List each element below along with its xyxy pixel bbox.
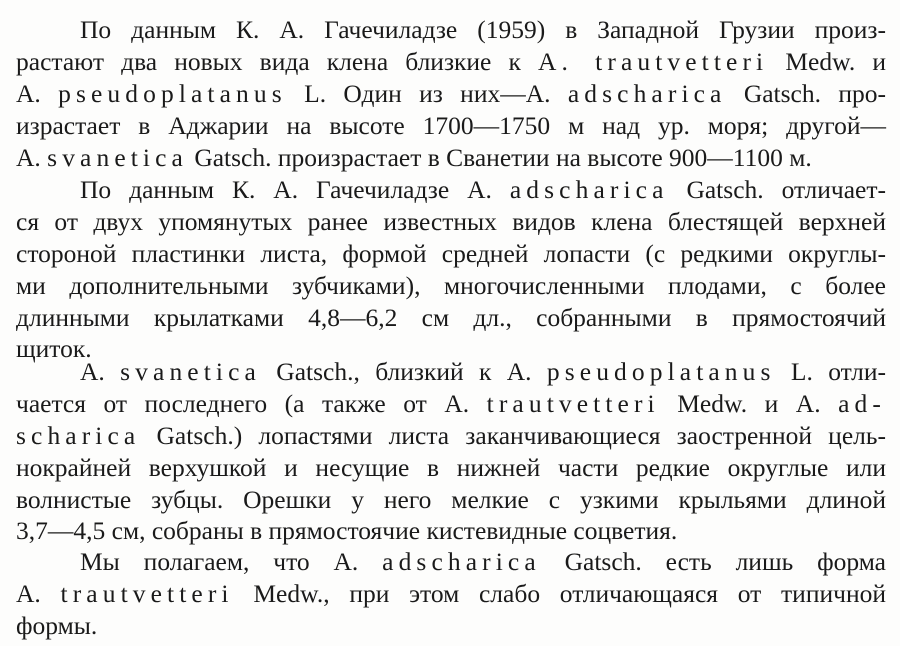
text-run: Gatsch. про-: [726, 78, 886, 108]
spaced-species-name: adscharica: [567, 78, 727, 108]
spaced-species-name: trautvetteri: [486, 388, 660, 418]
text-run: длинными крылатками 4,8—6,2 см дл., собранными в прямостоячий: [16, 302, 886, 332]
text-run: Medw., при этом слабо отличающаяся от типичной: [233, 578, 886, 608]
text-run: Мы полагаем, что A.: [80, 547, 383, 576]
text-run: Gatsch., близкий к A.: [260, 357, 547, 386]
spaced-species-name: pseudoplatanus: [546, 357, 776, 386]
spaced-species-name: adscharica: [509, 175, 669, 204]
text-run: Gatsch. произрастает в Сванетии на высоте 900—1100 м.: [187, 142, 812, 172]
text-run: ми дополнительными зубчиками), многочисленными плодами, с более: [16, 270, 886, 300]
text-run: L. Один из них—A.: [286, 78, 568, 108]
paragraph-1: [16, 14, 886, 173]
text-run: стороной пластинки листа, формой средней лопасти (с редкими округлы-: [16, 238, 886, 268]
text-run: A.: [16, 78, 59, 108]
text-run: Medw. и A.: [659, 388, 839, 418]
text-line: [16, 14, 886, 46]
paragraph-2: [16, 174, 886, 365]
text-line: [16, 578, 886, 610]
text-run: L. отли-: [775, 357, 886, 386]
text-run: волнистые зубцы. Орешки у него мелкие с узкими крыльями длиной: [16, 484, 886, 514]
text-run: щиток.: [16, 334, 92, 364]
spaced-species-name: ad-: [838, 388, 886, 418]
text-line: [16, 174, 886, 206]
spaced-species-name: A. trautvetteri: [537, 46, 769, 76]
spaced-species-name: svanetica: [47, 142, 188, 172]
text-line: [16, 302, 886, 334]
spaced-species-name: adscharica: [382, 547, 541, 576]
text-run: нокрайней верхушкой и несущие в нижней части редкие округлые или: [16, 452, 886, 482]
text-run: A.: [16, 578, 61, 608]
text-run: Gatsch.) лопастями листа заканчивающиеся заостренной цель-: [140, 420, 886, 450]
text-line: [16, 420, 886, 452]
text-run: растают два новых вида клена близкие к: [16, 46, 538, 76]
text-run: A.: [16, 142, 48, 172]
spaced-species-name: pseudoplatanus: [58, 78, 287, 108]
text-line: [16, 78, 886, 110]
text-line: [16, 110, 886, 142]
text-line: [16, 356, 886, 388]
text-run: По данным К. А. Гачечиладзе (1959) в Западной Грузии произ-: [80, 15, 886, 44]
text-line: [16, 610, 886, 642]
text-run: По данным К. А. Гачечиладзе A.: [80, 175, 510, 204]
text-run: Gatsch. есть лишь форма: [540, 547, 886, 576]
text-run: ся от двух упомянутых ранее известных видов клена блестящей верхней: [16, 206, 886, 236]
text-run: израстает в Аджарии на высоте 1700—1750 м над ур. моря; другой—: [16, 110, 886, 140]
text-line: [16, 452, 886, 484]
text-line: [16, 484, 886, 516]
text-line: [16, 46, 886, 78]
text-run: формы.: [16, 610, 98, 640]
spaced-species-name: trautvetteri: [60, 578, 234, 608]
text-line: [16, 206, 886, 238]
spaced-species-name: svanetica: [120, 357, 261, 386]
text-run: чается от последнего (а также от A.: [16, 388, 487, 418]
text-line: [16, 388, 886, 420]
text-run: A.: [80, 357, 121, 386]
text-run: Gatsch. отличает-: [668, 175, 886, 204]
paragraph-3: [16, 356, 886, 547]
text-run: 3,7—4,5 см, собраны в прямостоячие кистевидные соцветия.: [16, 516, 678, 546]
text-line: [16, 515, 886, 547]
text-line: [16, 142, 886, 174]
text-run: Medw. и: [768, 46, 886, 76]
text-line: [16, 546, 886, 578]
spaced-species-name: scharica: [16, 420, 141, 450]
text-line: [16, 238, 886, 270]
text-line: [16, 270, 886, 302]
paragraph-4: [16, 546, 886, 642]
